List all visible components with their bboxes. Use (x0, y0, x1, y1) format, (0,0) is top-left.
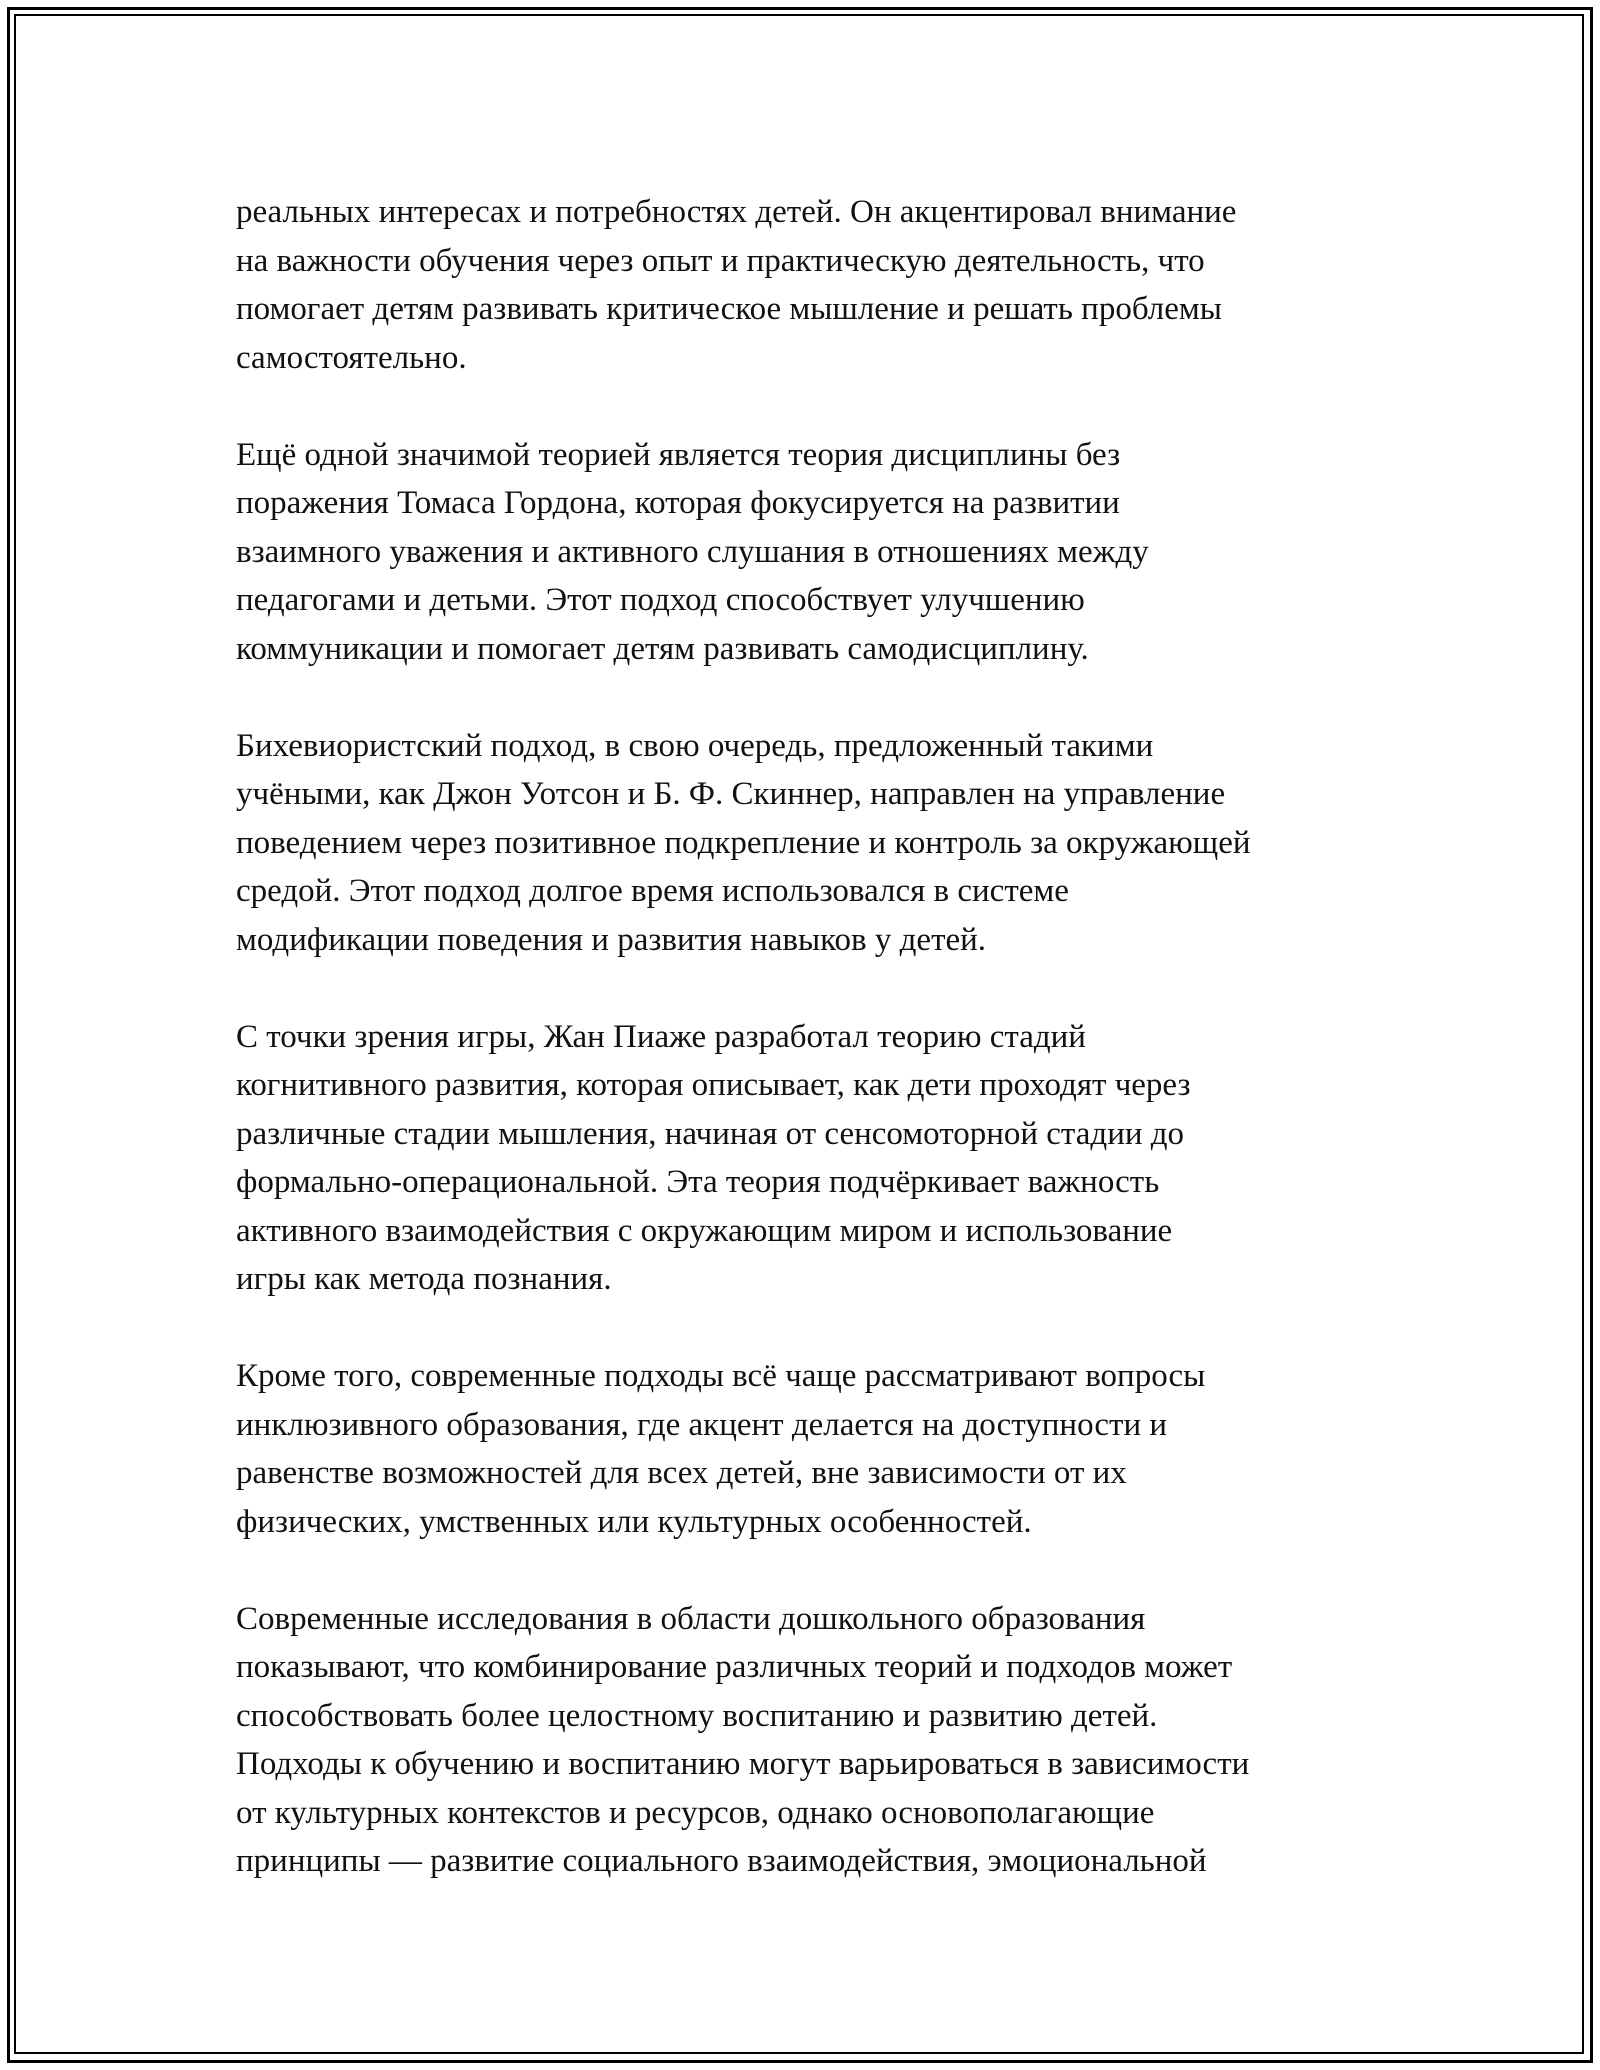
text-line: поражения Томаса Гордона, которая фокусируется на развитии (236, 485, 1120, 521)
paragraph-5 (236, 1352, 1396, 1546)
text-line: модификации поведения и развития навыков у детей. (236, 921, 987, 958)
text-line: различные стадии мышления, начиная от сенсомоторной стадии до (236, 1115, 1185, 1152)
paragraph-1 (236, 188, 1396, 382)
text-line: Подходы к обучению и воспитанию могут варьироваться в зависимости (236, 1746, 1250, 1782)
text-line: коммуникации и помогает детям развивать самодисциплину. (236, 630, 1089, 667)
text-line: Кроме того, современные подходы всё чаще рассматривают вопросы (236, 1358, 1206, 1394)
text-line: способствовать более целостному воспитанию и развитию детей. (236, 1697, 1158, 1734)
text-line: формально-операциональной. Эта теория подчёркивает важность (236, 1164, 1160, 1200)
text-line: учёными, как Джон Уотсон и Б. Ф. Скиннер, направлен на управление (236, 776, 1226, 812)
text-line: Ещё одной значимой теорией является теория дисциплины без (236, 436, 1121, 473)
text-line: средой. Этот подход долгое время использовался в системе (236, 873, 1069, 909)
paragraph-6 (236, 1595, 1396, 1886)
paragraph-2 (236, 431, 1396, 674)
text-line: физических, умственных или культурных особенностей. (236, 1503, 1032, 1540)
text-line: инклюзивного образования, где акцент делается на доступности и (236, 1406, 1168, 1443)
text-line: Бихевиористский подход, в свою очередь, предложенный такими (236, 727, 1154, 764)
text-line: от культурных контекстов и ресурсов, однако основополагающие (236, 1794, 1155, 1831)
text-line: реальных интересах и потребностях детей. Он акцентировал внимание (236, 194, 1237, 230)
paragraph-4 (236, 1013, 1396, 1304)
document-body (236, 188, 1396, 1934)
text-line: показывают, что комбинирование различных теорий и подходов может (236, 1649, 1233, 1685)
text-line: Современные исследования в области дошкольного образования (236, 1600, 1146, 1637)
text-line: принципы — развитие социального взаимодействия, эмоциональной (236, 1843, 1207, 1879)
text-line: активного взаимодействия с окружающим миром и использование (236, 1212, 1173, 1249)
text-line: поведением через позитивное подкрепление и контроль за окружающей (236, 824, 1251, 861)
text-line: равенстве возможностей для всех детей, вне зависимости от их (236, 1455, 1127, 1491)
text-line: помогает детям развивать критическое мышление и решать проблемы (236, 291, 1222, 327)
text-line: взаимного уважения и активного слушания в отношениях между (236, 533, 1149, 570)
text-line: на важности обучения через опыт и практическую деятельность, что (236, 242, 1205, 279)
text-line: педагогами и детьми. Этот подход способствует улучшению (236, 582, 1085, 618)
paragraph-3 (236, 722, 1396, 965)
text-line: игры как метода познания. (236, 1261, 612, 1297)
text-line: самостоятельно. (236, 339, 467, 376)
text-line: С точки зрения игры, Жан Пиаже разработал теорию стадий (236, 1018, 1086, 1055)
text-line: когнитивного развития, которая описывает, как дети проходят через (236, 1067, 1191, 1103)
